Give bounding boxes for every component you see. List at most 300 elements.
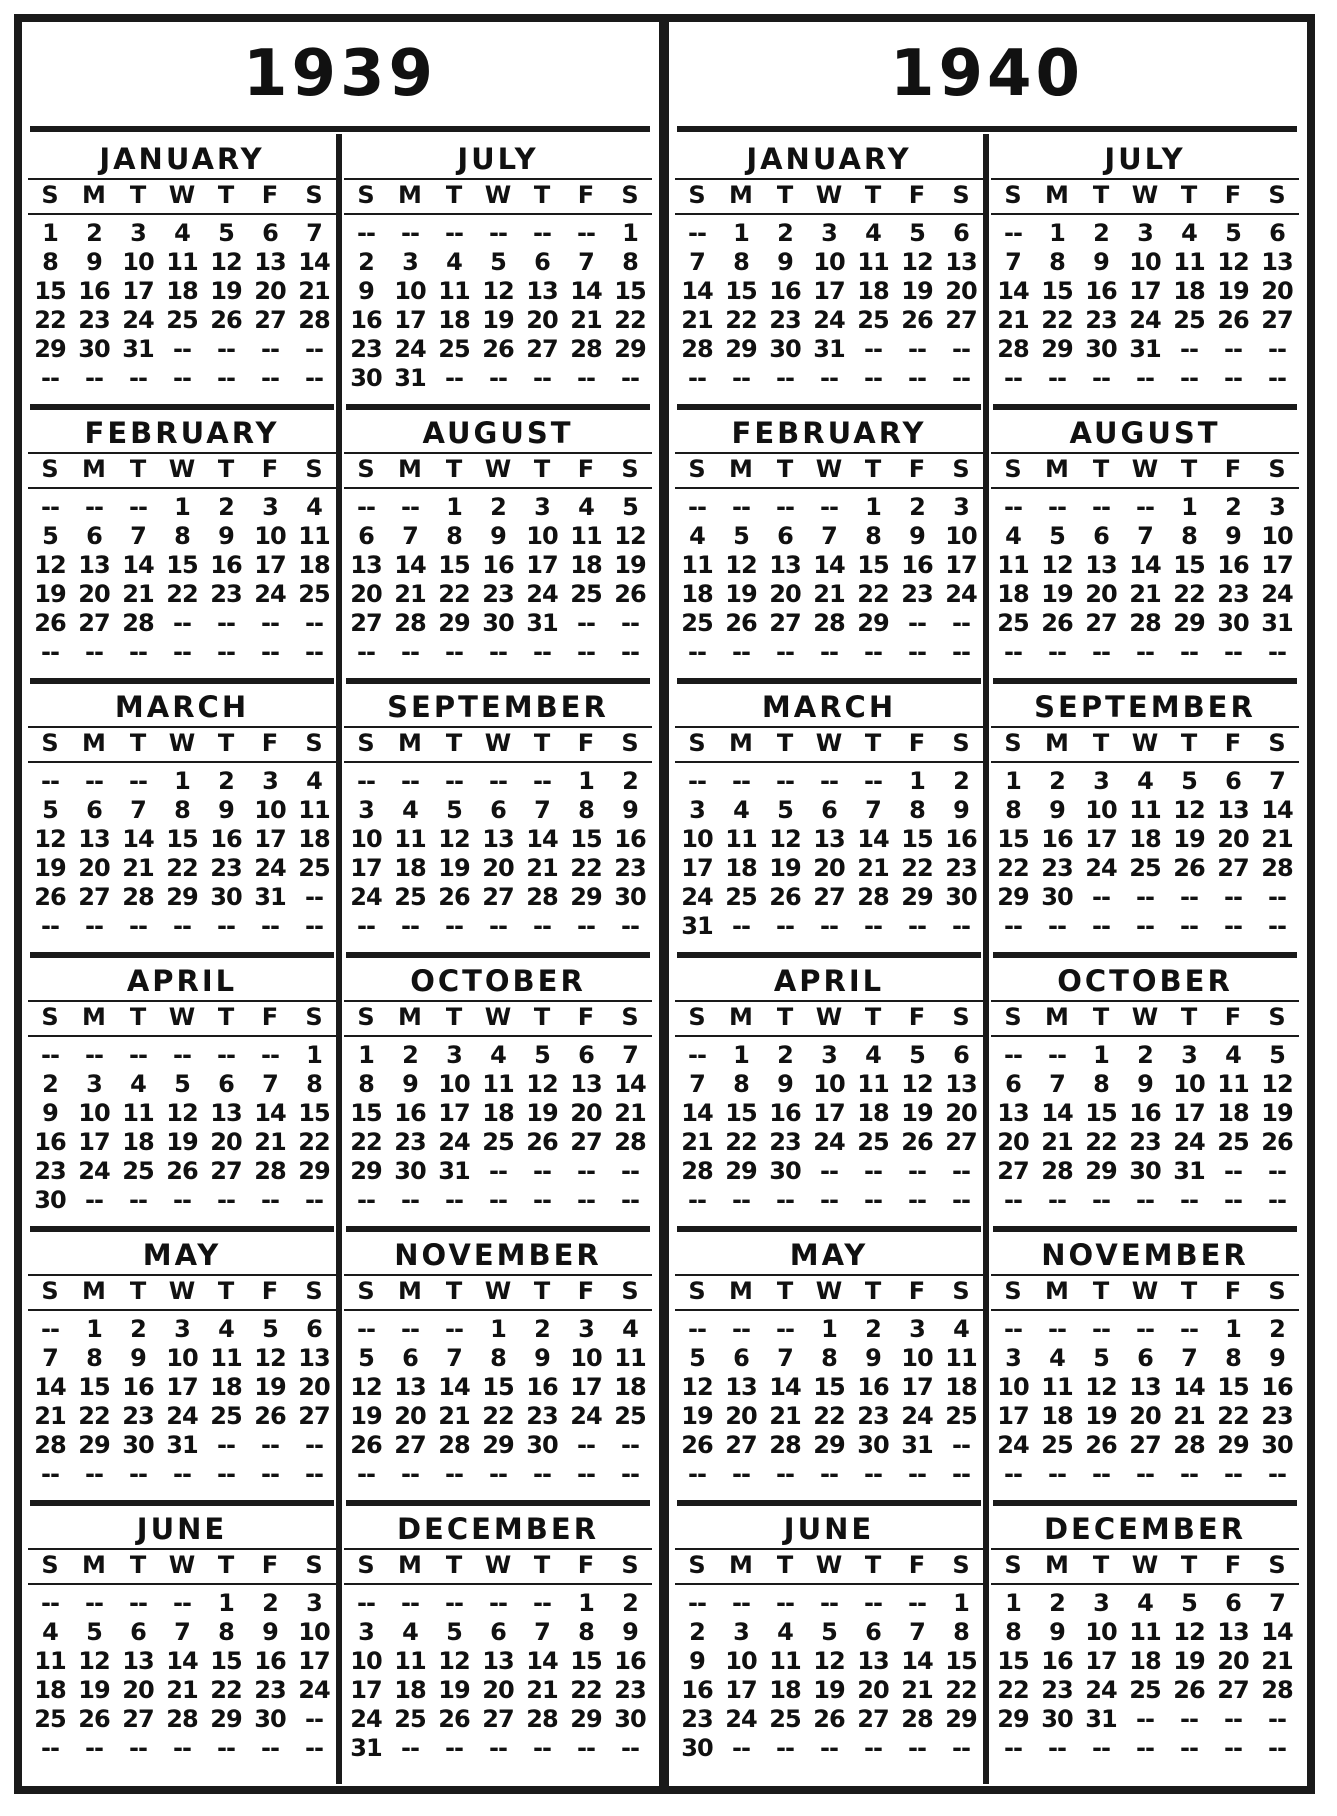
day-cell: 27 bbox=[482, 883, 514, 911]
day-cell: 13 bbox=[298, 1344, 330, 1372]
weekday-header-row bbox=[344, 452, 652, 489]
day-cell: 25 bbox=[1173, 306, 1205, 334]
week-rows bbox=[991, 763, 1299, 941]
weekday-header: W bbox=[484, 1551, 512, 1579]
day-cell: -- bbox=[357, 1315, 375, 1343]
day-cell: 17 bbox=[1085, 825, 1117, 853]
day-cell: 20 bbox=[78, 580, 110, 608]
day-cell: -- bbox=[261, 335, 279, 363]
day-cell: -- bbox=[776, 638, 794, 666]
day-cell: -- bbox=[776, 1186, 794, 1214]
day-cell: -- bbox=[173, 609, 191, 637]
week-row bbox=[28, 1344, 336, 1373]
weekday-header-row bbox=[344, 726, 652, 763]
day-cell: -- bbox=[217, 1460, 235, 1488]
day-cell: 1 bbox=[1181, 493, 1197, 521]
day-cell: 1 bbox=[622, 219, 638, 247]
week-row bbox=[675, 306, 983, 335]
weekday-header: M bbox=[82, 1003, 106, 1031]
day-cell: -- bbox=[577, 1460, 595, 1488]
day-cell: 15 bbox=[34, 277, 66, 305]
month-column bbox=[675, 136, 983, 1784]
day-cell: 20 bbox=[350, 580, 382, 608]
day-cell: -- bbox=[217, 1734, 235, 1762]
week-row bbox=[344, 609, 652, 638]
day-cell: 21 bbox=[614, 1099, 646, 1127]
day-cell: -- bbox=[1048, 1460, 1066, 1488]
day-cell: 24 bbox=[901, 1402, 933, 1430]
day-cell: 27 bbox=[813, 883, 845, 911]
day-cell: -- bbox=[864, 767, 882, 795]
day-cell: 21 bbox=[254, 1128, 286, 1156]
day-cell: 7 bbox=[1181, 1344, 1197, 1372]
weekday-header: W bbox=[1131, 1551, 1159, 1579]
day-cell: 4 bbox=[689, 522, 705, 550]
day-cell: 13 bbox=[1217, 1618, 1249, 1646]
day-cell: -- bbox=[952, 1431, 970, 1459]
day-cell: 4 bbox=[578, 493, 594, 521]
week-row bbox=[28, 1128, 336, 1157]
day-cell: 8 bbox=[1181, 522, 1197, 550]
day-cell: 25 bbox=[394, 1705, 426, 1733]
day-cell: 20 bbox=[1261, 277, 1293, 305]
day-cell: 12 bbox=[34, 551, 66, 579]
weekday-header: T bbox=[217, 455, 235, 483]
week-row bbox=[991, 1431, 1299, 1460]
day-cell: 31 bbox=[254, 883, 286, 911]
week-rows bbox=[991, 489, 1299, 667]
day-cell: -- bbox=[621, 1157, 639, 1185]
week-row bbox=[344, 1157, 652, 1186]
week-row bbox=[991, 638, 1299, 667]
week-row bbox=[344, 638, 652, 667]
week-row bbox=[675, 1070, 983, 1099]
day-cell: -- bbox=[776, 912, 794, 940]
day-cell: 19 bbox=[1217, 277, 1249, 305]
day-cell: 9 bbox=[777, 248, 793, 276]
weekday-header-row bbox=[28, 1000, 336, 1037]
day-cell: -- bbox=[357, 767, 375, 795]
month-april bbox=[28, 958, 336, 1232]
day-cell: 30 bbox=[857, 1431, 889, 1459]
week-rows bbox=[28, 763, 336, 941]
day-cell: -- bbox=[1004, 1315, 1022, 1343]
weekday-header: T bbox=[445, 181, 463, 209]
day-cell: 19 bbox=[1041, 580, 1073, 608]
day-cell: 27 bbox=[210, 1157, 242, 1185]
week-row bbox=[991, 1070, 1299, 1099]
day-cell: -- bbox=[688, 1315, 706, 1343]
day-cell: 8 bbox=[578, 1618, 594, 1646]
day-cell: 17 bbox=[725, 1676, 757, 1704]
day-cell: 15 bbox=[78, 1373, 110, 1401]
day-cell: 30 bbox=[681, 1734, 713, 1762]
day-cell: 26 bbox=[769, 883, 801, 911]
day-cell: 10 bbox=[394, 277, 426, 305]
day-cell: 24 bbox=[438, 1128, 470, 1156]
year-block-1940 bbox=[669, 22, 1305, 1786]
day-cell: 11 bbox=[857, 248, 889, 276]
day-cell: 16 bbox=[482, 551, 514, 579]
day-cell: 1 bbox=[865, 493, 881, 521]
day-cell: 24 bbox=[166, 1402, 198, 1430]
day-cell: 10 bbox=[1085, 1618, 1117, 1646]
day-cell: 1 bbox=[1005, 1589, 1021, 1617]
day-cell: 29 bbox=[997, 1705, 1029, 1733]
week-rows bbox=[991, 1311, 1299, 1489]
day-cell: 26 bbox=[614, 580, 646, 608]
day-cell: 16 bbox=[394, 1099, 426, 1127]
weekday-header: M bbox=[398, 1551, 422, 1579]
day-cell: 29 bbox=[1041, 335, 1073, 363]
weekday-header: F bbox=[261, 1003, 279, 1031]
day-cell: -- bbox=[305, 364, 323, 392]
day-cell: 5 bbox=[909, 1041, 925, 1069]
day-cell: 27 bbox=[570, 1128, 602, 1156]
day-cell: 14 bbox=[438, 1373, 470, 1401]
day-cell: 9 bbox=[622, 1618, 638, 1646]
day-cell: 21 bbox=[394, 580, 426, 608]
day-cell: 26 bbox=[1085, 1431, 1117, 1459]
weekday-header: S bbox=[357, 455, 375, 483]
day-cell: 25 bbox=[438, 335, 470, 363]
day-cell: 17 bbox=[254, 825, 286, 853]
day-cell: 12 bbox=[78, 1647, 110, 1675]
week-row bbox=[991, 551, 1299, 580]
day-cell: -- bbox=[1004, 364, 1022, 392]
week-row bbox=[344, 248, 652, 277]
day-cell: 15 bbox=[166, 825, 198, 853]
week-row bbox=[675, 1344, 983, 1373]
day-cell: 12 bbox=[901, 248, 933, 276]
week-row bbox=[991, 767, 1299, 796]
day-cell: -- bbox=[577, 638, 595, 666]
day-cell: 10 bbox=[813, 1070, 845, 1098]
weekday-header: M bbox=[1045, 1277, 1069, 1305]
day-cell: 22 bbox=[570, 1676, 602, 1704]
day-cell: -- bbox=[357, 912, 375, 940]
weekday-header: S bbox=[952, 455, 970, 483]
month-july bbox=[344, 136, 652, 410]
day-cell: 25 bbox=[394, 883, 426, 911]
day-cell: 4 bbox=[130, 1070, 146, 1098]
day-cell: 19 bbox=[526, 1099, 558, 1127]
day-cell: 28 bbox=[1041, 1157, 1073, 1185]
week-row bbox=[991, 1315, 1299, 1344]
day-cell: 25 bbox=[298, 580, 330, 608]
weekday-header: F bbox=[1224, 1277, 1242, 1305]
day-cell: 20 bbox=[1129, 1402, 1161, 1430]
day-cell: 8 bbox=[174, 522, 190, 550]
day-cell: 23 bbox=[526, 1402, 558, 1430]
day-cell: 20 bbox=[122, 1676, 154, 1704]
day-cell: 4 bbox=[865, 219, 881, 247]
day-cell: 5 bbox=[218, 219, 234, 247]
day-cell: 13 bbox=[997, 1099, 1029, 1127]
day-cell: -- bbox=[217, 912, 235, 940]
day-cell: -- bbox=[688, 1589, 706, 1617]
day-cell: -- bbox=[1136, 1186, 1154, 1214]
day-cell: 4 bbox=[777, 1618, 793, 1646]
day-cell: -- bbox=[864, 638, 882, 666]
day-cell: 7 bbox=[578, 248, 594, 276]
weekday-header: S bbox=[357, 729, 375, 757]
day-cell: 20 bbox=[1217, 1647, 1249, 1675]
day-cell: -- bbox=[217, 1186, 235, 1214]
day-cell: 10 bbox=[1129, 248, 1161, 276]
day-cell: -- bbox=[621, 1734, 639, 1762]
day-cell: 10 bbox=[254, 522, 286, 550]
week-row bbox=[344, 1618, 652, 1647]
day-cell: 15 bbox=[570, 825, 602, 853]
day-cell: 5 bbox=[262, 1315, 278, 1343]
day-cell: 30 bbox=[526, 1431, 558, 1459]
day-cell: -- bbox=[1180, 912, 1198, 940]
day-cell: 31 bbox=[526, 609, 558, 637]
day-cell: 18 bbox=[298, 551, 330, 579]
day-cell: 8 bbox=[174, 796, 190, 824]
day-cell: 3 bbox=[578, 1315, 594, 1343]
day-cell: 26 bbox=[254, 1402, 286, 1430]
day-cell: 16 bbox=[1261, 1373, 1293, 1401]
weekday-header: S bbox=[952, 1551, 970, 1579]
weekday-header: T bbox=[129, 181, 147, 209]
day-cell: -- bbox=[489, 219, 507, 247]
day-cell: -- bbox=[1268, 1734, 1286, 1762]
day-cell: 17 bbox=[298, 1647, 330, 1675]
day-cell: -- bbox=[952, 609, 970, 637]
day-cell: -- bbox=[129, 1041, 147, 1069]
day-cell: 24 bbox=[254, 854, 286, 882]
day-cell: -- bbox=[85, 912, 103, 940]
week-row bbox=[28, 1734, 336, 1763]
day-cell: 28 bbox=[298, 306, 330, 334]
day-cell: 16 bbox=[857, 1373, 889, 1401]
day-cell: 25 bbox=[725, 883, 757, 911]
day-cell: -- bbox=[217, 638, 235, 666]
day-cell: 2 bbox=[689, 1618, 705, 1646]
day-cell: 18 bbox=[570, 551, 602, 579]
week-row bbox=[344, 580, 652, 609]
day-cell: 11 bbox=[1129, 796, 1161, 824]
day-cell: -- bbox=[1092, 493, 1110, 521]
day-cell: 28 bbox=[901, 1705, 933, 1733]
day-cell: -- bbox=[1268, 1705, 1286, 1733]
day-cell: 23 bbox=[122, 1402, 154, 1430]
day-cell: 8 bbox=[446, 522, 462, 550]
day-cell: 29 bbox=[570, 883, 602, 911]
day-cell: 20 bbox=[725, 1402, 757, 1430]
day-cell: 22 bbox=[725, 306, 757, 334]
day-cell: 15 bbox=[166, 551, 198, 579]
day-cell: 27 bbox=[350, 609, 382, 637]
weekday-header: W bbox=[815, 1277, 843, 1305]
day-cell: 25 bbox=[857, 306, 889, 334]
day-cell: -- bbox=[1004, 1460, 1022, 1488]
weekday-header: M bbox=[82, 455, 106, 483]
day-cell: -- bbox=[41, 493, 59, 521]
day-cell: -- bbox=[129, 767, 147, 795]
week-row bbox=[675, 1402, 983, 1431]
day-cell: -- bbox=[1004, 1041, 1022, 1069]
day-cell: 22 bbox=[570, 854, 602, 882]
day-cell: 16 bbox=[350, 306, 382, 334]
day-cell: 13 bbox=[394, 1373, 426, 1401]
day-cell: -- bbox=[688, 638, 706, 666]
day-cell: -- bbox=[908, 638, 926, 666]
day-cell: 22 bbox=[857, 580, 889, 608]
week-row bbox=[991, 1705, 1299, 1734]
week-row bbox=[675, 248, 983, 277]
day-cell: 11 bbox=[725, 825, 757, 853]
weekday-header: S bbox=[952, 1003, 970, 1031]
week-row bbox=[991, 1647, 1299, 1676]
day-cell: 1 bbox=[86, 1315, 102, 1343]
day-cell: 12 bbox=[813, 1647, 845, 1675]
day-cell: -- bbox=[533, 1460, 551, 1488]
day-cell: 22 bbox=[997, 854, 1029, 882]
day-cell: 13 bbox=[482, 825, 514, 853]
day-cell: 18 bbox=[482, 1099, 514, 1127]
weekday-header: T bbox=[1092, 1003, 1110, 1031]
day-cell: 14 bbox=[614, 1070, 646, 1098]
day-cell: -- bbox=[41, 364, 59, 392]
day-cell: -- bbox=[864, 364, 882, 392]
day-cell: 24 bbox=[813, 1128, 845, 1156]
day-cell: -- bbox=[577, 609, 595, 637]
day-cell: 7 bbox=[1005, 248, 1021, 276]
day-cell: 30 bbox=[482, 609, 514, 637]
day-cell: -- bbox=[305, 1431, 323, 1459]
day-cell: 3 bbox=[909, 1315, 925, 1343]
day-cell: -- bbox=[401, 493, 419, 521]
weekday-header: F bbox=[1224, 1003, 1242, 1031]
week-rows bbox=[675, 763, 983, 941]
day-cell: -- bbox=[357, 1589, 375, 1617]
day-cell: -- bbox=[85, 1460, 103, 1488]
day-cell: 5 bbox=[1225, 219, 1241, 247]
day-cell: 16 bbox=[210, 825, 242, 853]
day-cell: -- bbox=[864, 1157, 882, 1185]
day-cell: 29 bbox=[901, 883, 933, 911]
day-cell: 14 bbox=[570, 277, 602, 305]
day-cell: -- bbox=[489, 912, 507, 940]
weekday-header: M bbox=[398, 1003, 422, 1031]
day-cell: 19 bbox=[901, 1099, 933, 1127]
weekday-header: F bbox=[908, 729, 926, 757]
day-cell: 6 bbox=[490, 1618, 506, 1646]
day-cell: 21 bbox=[298, 277, 330, 305]
weekday-header-row bbox=[991, 1000, 1299, 1037]
day-cell: 16 bbox=[769, 277, 801, 305]
day-cell: 8 bbox=[622, 248, 638, 276]
day-cell: 29 bbox=[34, 335, 66, 363]
week-rows bbox=[28, 215, 336, 393]
day-cell: 15 bbox=[298, 1099, 330, 1127]
day-cell: -- bbox=[952, 1186, 970, 1214]
year-divider bbox=[659, 22, 669, 1786]
day-cell: 31 bbox=[122, 335, 154, 363]
day-cell: 20 bbox=[1217, 825, 1249, 853]
day-cell: 3 bbox=[534, 493, 550, 521]
day-cell: 2 bbox=[402, 1041, 418, 1069]
day-cell: 15 bbox=[614, 277, 646, 305]
day-cell: 27 bbox=[526, 335, 558, 363]
day-cell: 4 bbox=[622, 1315, 638, 1343]
weekday-header: S bbox=[305, 729, 323, 757]
day-cell: 15 bbox=[901, 825, 933, 853]
day-cell: 9 bbox=[130, 1344, 146, 1372]
weekday-header: T bbox=[776, 729, 794, 757]
day-cell: 12 bbox=[438, 1647, 470, 1675]
day-cell: 31 bbox=[901, 1431, 933, 1459]
day-cell: 10 bbox=[681, 825, 713, 853]
day-cell: 27 bbox=[1085, 609, 1117, 637]
day-cell: -- bbox=[1136, 638, 1154, 666]
day-cell: 28 bbox=[614, 1128, 646, 1156]
month-name: OCTOBER bbox=[1057, 964, 1233, 998]
day-cell: 9 bbox=[1137, 1070, 1153, 1098]
weekday-header: S bbox=[357, 1551, 375, 1579]
week-row bbox=[344, 1676, 652, 1705]
month-name: JANUARY bbox=[99, 142, 265, 176]
day-cell: -- bbox=[1136, 912, 1154, 940]
day-cell: 22 bbox=[298, 1128, 330, 1156]
day-cell: 26 bbox=[1173, 854, 1205, 882]
week-row bbox=[344, 854, 652, 883]
day-cell: 26 bbox=[438, 1705, 470, 1733]
weekday-header: T bbox=[1092, 729, 1110, 757]
day-cell: 12 bbox=[1173, 796, 1205, 824]
day-cell: -- bbox=[261, 1041, 279, 1069]
weekday-header: S bbox=[41, 455, 59, 483]
day-cell: 30 bbox=[1217, 609, 1249, 637]
day-cell: 17 bbox=[945, 551, 977, 579]
week-rows bbox=[991, 1585, 1299, 1763]
day-cell: 3 bbox=[446, 1041, 462, 1069]
day-cell: 7 bbox=[130, 796, 146, 824]
weekday-header: S bbox=[305, 1551, 323, 1579]
day-cell: -- bbox=[908, 1460, 926, 1488]
day-cell: -- bbox=[305, 609, 323, 637]
day-cell: 19 bbox=[482, 306, 514, 334]
day-cell: 2 bbox=[865, 1315, 881, 1343]
day-cell: 2 bbox=[490, 493, 506, 521]
day-cell: 1 bbox=[1005, 767, 1021, 795]
week-row bbox=[675, 1460, 983, 1489]
day-cell: 27 bbox=[78, 609, 110, 637]
day-cell: 2 bbox=[909, 493, 925, 521]
weekday-header-row bbox=[675, 1548, 983, 1585]
week-row bbox=[28, 854, 336, 883]
day-cell: 1 bbox=[578, 767, 594, 795]
day-cell: -- bbox=[533, 912, 551, 940]
day-cell: 16 bbox=[769, 1099, 801, 1127]
day-cell: 17 bbox=[166, 1373, 198, 1401]
weekday-header: S bbox=[1268, 181, 1286, 209]
day-cell: 2 bbox=[358, 248, 374, 276]
week-row bbox=[991, 912, 1299, 941]
week-row bbox=[28, 1402, 336, 1431]
day-cell: 19 bbox=[769, 854, 801, 882]
week-row bbox=[991, 1186, 1299, 1215]
weekday-header: T bbox=[445, 1551, 463, 1579]
week-row bbox=[675, 1431, 983, 1460]
day-cell: -- bbox=[908, 1734, 926, 1762]
weekday-header: S bbox=[1004, 729, 1022, 757]
day-cell: 17 bbox=[1261, 551, 1293, 579]
day-cell: 8 bbox=[1005, 796, 1021, 824]
